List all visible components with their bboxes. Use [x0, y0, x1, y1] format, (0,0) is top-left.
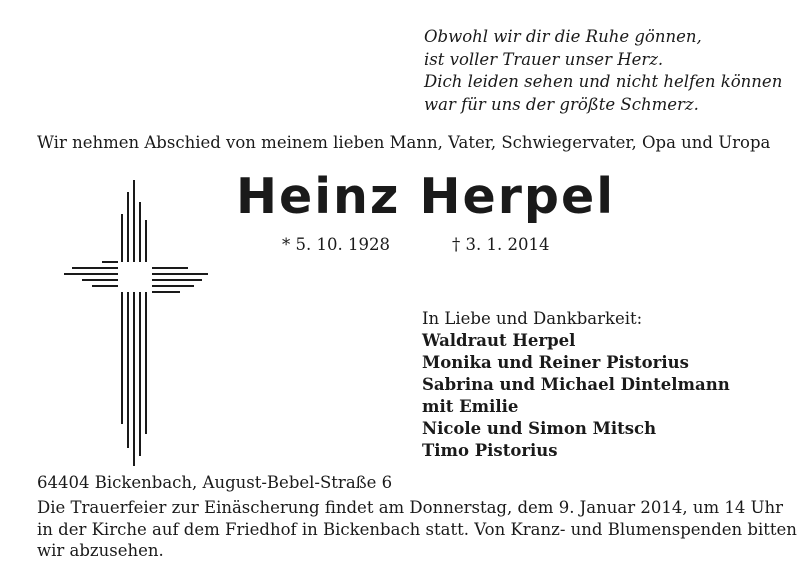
deceased-name: Heinz Herpel [236, 168, 616, 225]
family-member: mit Emilie [422, 397, 519, 416]
birth-date: * 5. 10. 1928 [282, 235, 390, 254]
service-info [37, 497, 797, 562]
death-date: † 3. 1. 2014 [452, 235, 550, 254]
address: 64404 Bickenbach, August-Bebel-Straße 6 [37, 473, 393, 492]
family-member: Monika und Reiner Pistorius [422, 353, 689, 372]
intro-text: Wir nehmen Abschied von meinem lieben Mann, Vater, Schwiegervater, Opa und Uropa [37, 133, 771, 152]
family-member: Timo Pistorius [422, 441, 558, 460]
poem [424, 26, 784, 116]
poem-line: ist voller Trauer unser Herz. [424, 49, 664, 69]
poem-line: Dich leiden sehen und nicht helfen können [424, 72, 783, 91]
cross-icon [62, 178, 212, 468]
family-signatures [422, 308, 782, 462]
poem-line: Obwohl wir dir die Ruhe gönnen, [424, 27, 702, 46]
family-member: Sabrina und Michael Dintelmann [422, 375, 730, 394]
family-member: Waldraut Herpel [422, 331, 576, 350]
poem-line: war für uns der größte Schmerz. [424, 94, 699, 114]
service-line: in der Kirche auf dem Friedhof in Bickenbach statt. Von Kranz- und Blumenspenden bitten [37, 519, 797, 539]
family-lead: In Liebe und Dankbarkeit: [422, 309, 643, 328]
service-line: Die Trauerfeier zur Einäscherung findet am Donnerstag, dem 9. Januar 2014, um 14 Uhr [37, 498, 784, 517]
service-line: wir abzusehen. [37, 541, 164, 560]
family-member: Nicole und Simon Mitsch [422, 419, 657, 438]
